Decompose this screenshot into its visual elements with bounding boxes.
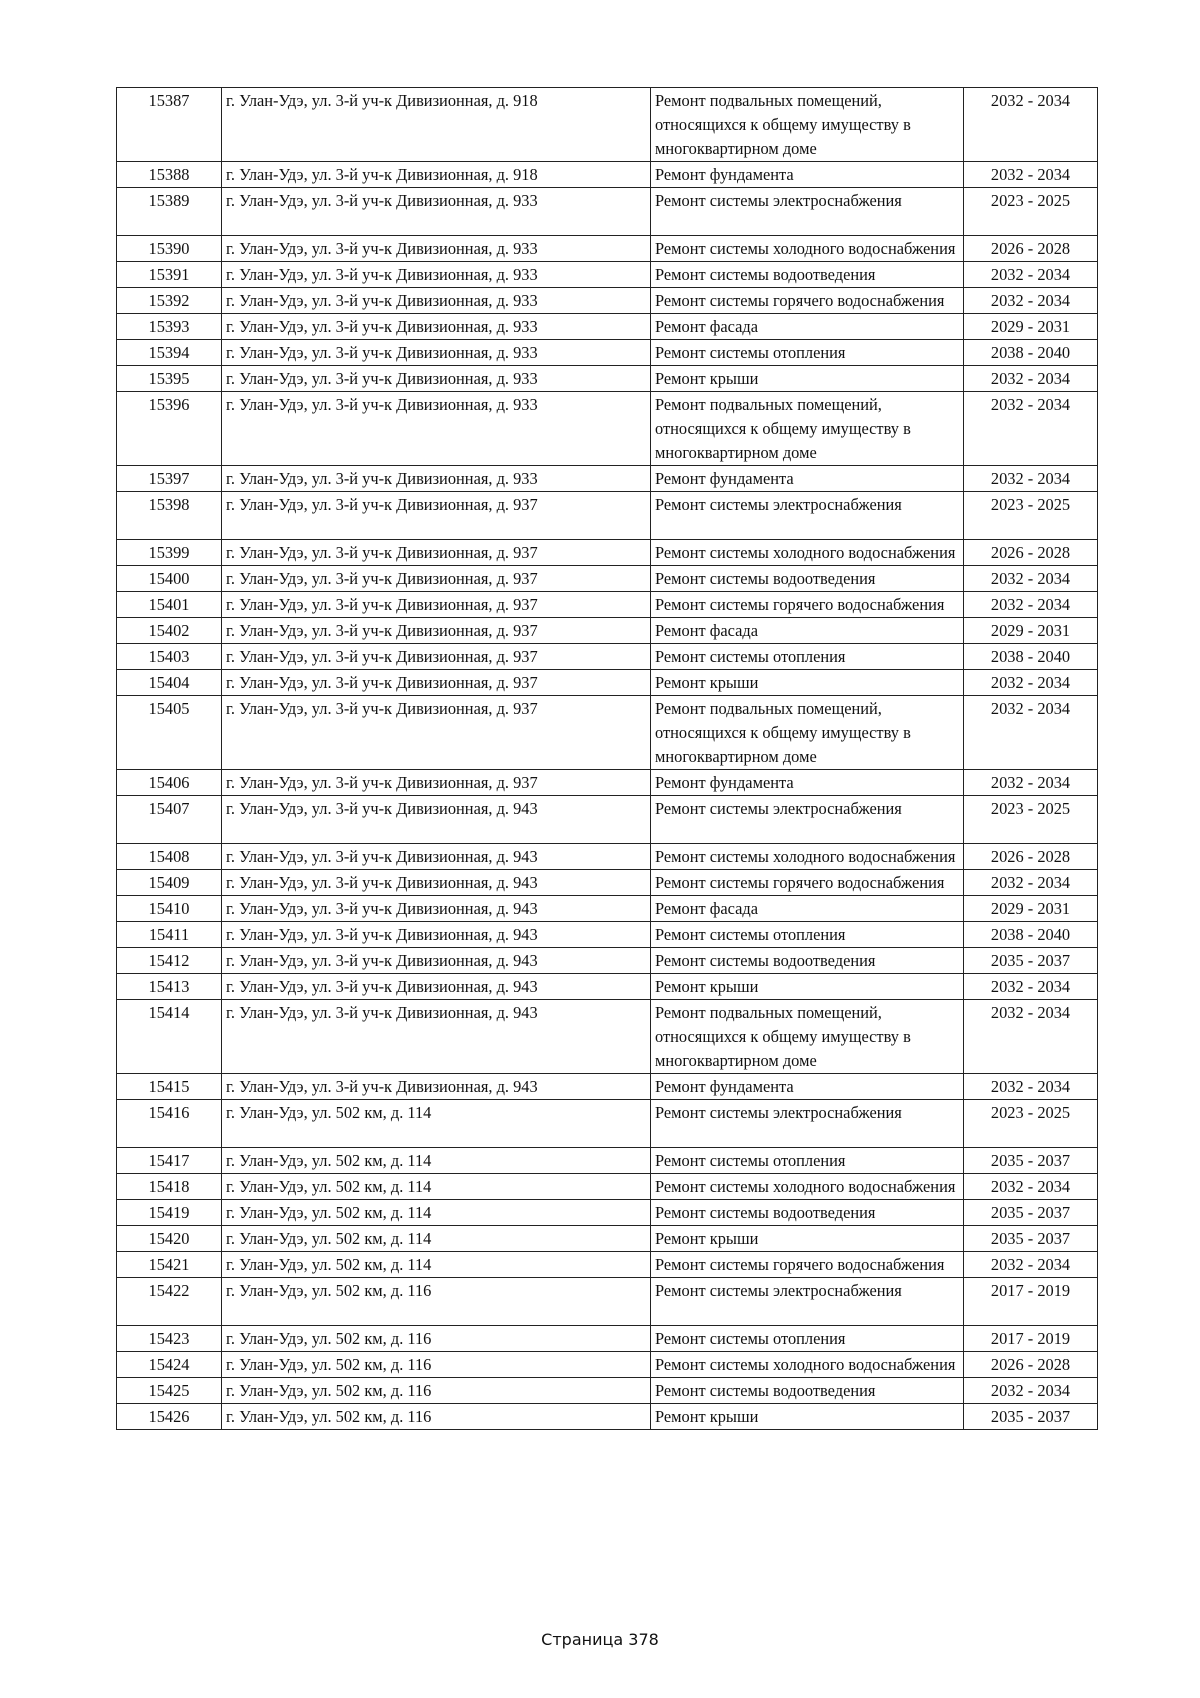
row-number: 15410	[117, 896, 222, 922]
table-row	[117, 1148, 1098, 1174]
work-type-cell: Ремонт системы холодного водоснабжения	[651, 1352, 964, 1378]
address-cell: г. Улан-Удэ, ул. 502 км, д. 116	[222, 1378, 651, 1404]
address-cell: г. Улан-Удэ, ул. 3-й уч-к Дивизионная, д. 937	[222, 670, 651, 696]
row-number: 15408	[117, 844, 222, 870]
period-cell: 2035 - 2037	[964, 1200, 1098, 1226]
row-number: 15398	[117, 492, 222, 540]
work-type-cell: Ремонт фундамента	[651, 770, 964, 796]
period-cell: 2032 - 2034	[964, 1074, 1098, 1100]
table-row	[117, 492, 1098, 540]
work-type-cell: Ремонт подвальных помещений, относящихся к общему имуществу в многоквартирном доме	[651, 696, 964, 770]
table-row	[117, 1000, 1098, 1074]
work-type-cell: Ремонт системы водоотведения	[651, 566, 964, 592]
row-number: 15424	[117, 1352, 222, 1378]
table-row	[117, 366, 1098, 392]
work-type-cell: Ремонт системы отопления	[651, 644, 964, 670]
table-row	[117, 188, 1098, 236]
period-cell: 2017 - 2019	[964, 1278, 1098, 1326]
address-cell: г. Улан-Удэ, ул. 3-й уч-к Дивизионная, д. 937	[222, 492, 651, 540]
work-type-cell: Ремонт фасада	[651, 314, 964, 340]
work-type-cell: Ремонт системы холодного водоснабжения	[651, 236, 964, 262]
row-number: 15400	[117, 566, 222, 592]
work-type-cell: Ремонт системы водоотведения	[651, 1378, 964, 1404]
table-row	[117, 1174, 1098, 1200]
period-cell: 2029 - 2031	[964, 896, 1098, 922]
work-type-cell: Ремонт системы горячего водоснабжения	[651, 592, 964, 618]
address-cell: г. Улан-Удэ, ул. 3-й уч-к Дивизионная, д. 933	[222, 314, 651, 340]
table-row	[117, 974, 1098, 1000]
work-type-cell: Ремонт фундамента	[651, 162, 964, 188]
table-row	[117, 1352, 1098, 1378]
row-number: 15392	[117, 288, 222, 314]
address-cell: г. Улан-Удэ, ул. 3-й уч-к Дивизионная, д. 933	[222, 236, 651, 262]
address-cell: г. Улан-Удэ, ул. 3-й уч-к Дивизионная, д. 933	[222, 288, 651, 314]
address-cell: г. Улан-Удэ, ул. 3-й уч-к Дивизионная, д. 937	[222, 592, 651, 618]
period-cell: 2032 - 2034	[964, 88, 1098, 162]
period-cell: 2032 - 2034	[964, 1378, 1098, 1404]
table-row	[117, 1326, 1098, 1352]
work-type-cell: Ремонт крыши	[651, 366, 964, 392]
address-cell: г. Улан-Удэ, ул. 3-й уч-к Дивизионная, д. 918	[222, 162, 651, 188]
row-number: 15419	[117, 1200, 222, 1226]
address-cell: г. Улан-Удэ, ул. 3-й уч-к Дивизионная, д. 943	[222, 870, 651, 896]
row-number: 15411	[117, 922, 222, 948]
address-cell: г. Улан-Удэ, ул. 3-й уч-к Дивизионная, д. 933	[222, 262, 651, 288]
work-type-cell: Ремонт системы холодного водоснабжения	[651, 844, 964, 870]
address-cell: г. Улан-Удэ, ул. 3-й уч-к Дивизионная, д. 937	[222, 696, 651, 770]
work-type-cell: Ремонт системы электроснабжения	[651, 1278, 964, 1326]
address-cell: г. Улан-Удэ, ул. 3-й уч-к Дивизионная, д. 943	[222, 896, 651, 922]
work-type-cell: Ремонт системы отопления	[651, 1326, 964, 1352]
table-row	[117, 340, 1098, 366]
row-number: 15393	[117, 314, 222, 340]
work-type-cell: Ремонт системы холодного водоснабжения	[651, 1174, 964, 1200]
period-cell: 2038 - 2040	[964, 922, 1098, 948]
table-row	[117, 1404, 1098, 1430]
table-row	[117, 162, 1098, 188]
table-row	[117, 796, 1098, 844]
row-number: 15402	[117, 618, 222, 644]
work-type-cell: Ремонт крыши	[651, 974, 964, 1000]
row-number: 15421	[117, 1252, 222, 1278]
row-number: 15423	[117, 1326, 222, 1352]
row-number: 15409	[117, 870, 222, 896]
work-type-cell: Ремонт системы водоотведения	[651, 1200, 964, 1226]
table-body	[117, 88, 1098, 1430]
period-cell: 2032 - 2034	[964, 366, 1098, 392]
work-type-cell: Ремонт системы отопления	[651, 1148, 964, 1174]
period-cell: 2038 - 2040	[964, 340, 1098, 366]
work-type-cell: Ремонт фасада	[651, 896, 964, 922]
address-cell: г. Улан-Удэ, ул. 3-й уч-к Дивизионная, д. 933	[222, 466, 651, 492]
work-type-cell: Ремонт фасада	[651, 618, 964, 644]
address-cell: г. Улан-Удэ, ул. 502 км, д. 116	[222, 1278, 651, 1326]
row-number: 15387	[117, 88, 222, 162]
address-cell: г. Улан-Удэ, ул. 3-й уч-к Дивизионная, д. 943	[222, 922, 651, 948]
address-cell: г. Улан-Удэ, ул. 3-й уч-к Дивизионная, д. 937	[222, 644, 651, 670]
address-cell: г. Улан-Удэ, ул. 502 км, д. 114	[222, 1100, 651, 1148]
period-cell: 2023 - 2025	[964, 1100, 1098, 1148]
row-number: 15396	[117, 392, 222, 466]
period-cell: 2026 - 2028	[964, 540, 1098, 566]
table-row	[117, 1074, 1098, 1100]
work-type-cell: Ремонт подвальных помещений, относящихся к общему имуществу в многоквартирном доме	[651, 88, 964, 162]
address-cell: г. Улан-Удэ, ул. 3-й уч-к Дивизионная, д. 918	[222, 88, 651, 162]
page-number: Страница 378	[541, 1630, 659, 1649]
period-cell: 2035 - 2037	[964, 948, 1098, 974]
address-cell: г. Улан-Удэ, ул. 502 км, д. 116	[222, 1404, 651, 1430]
row-number: 15401	[117, 592, 222, 618]
row-number: 15389	[117, 188, 222, 236]
work-type-cell: Ремонт системы отопления	[651, 922, 964, 948]
capital-repair-table	[116, 87, 1098, 1430]
period-cell: 2032 - 2034	[964, 466, 1098, 492]
period-cell: 2023 - 2025	[964, 796, 1098, 844]
period-cell: 2032 - 2034	[964, 1174, 1098, 1200]
table-row	[117, 948, 1098, 974]
row-number: 15404	[117, 670, 222, 696]
row-number: 15395	[117, 366, 222, 392]
row-number: 15388	[117, 162, 222, 188]
address-cell: г. Улан-Удэ, ул. 3-й уч-к Дивизионная, д. 937	[222, 566, 651, 592]
table-row	[117, 670, 1098, 696]
table-row	[117, 1100, 1098, 1148]
work-type-cell: Ремонт фундамента	[651, 466, 964, 492]
row-number: 15415	[117, 1074, 222, 1100]
row-number: 15390	[117, 236, 222, 262]
table-row	[117, 644, 1098, 670]
work-type-cell: Ремонт подвальных помещений, относящихся к общему имуществу в многоквартирном доме	[651, 1000, 964, 1074]
table-row	[117, 1378, 1098, 1404]
row-number: 15407	[117, 796, 222, 844]
table-row	[117, 392, 1098, 466]
table-row	[117, 88, 1098, 162]
work-type-cell: Ремонт системы горячего водоснабжения	[651, 288, 964, 314]
address-cell: г. Улан-Удэ, ул. 3-й уч-к Дивизионная, д. 943	[222, 796, 651, 844]
address-cell: г. Улан-Удэ, ул. 3-й уч-к Дивизионная, д. 943	[222, 1074, 651, 1100]
row-number: 15414	[117, 1000, 222, 1074]
work-type-cell: Ремонт крыши	[651, 670, 964, 696]
table-row	[117, 896, 1098, 922]
row-number: 15394	[117, 340, 222, 366]
address-cell: г. Улан-Удэ, ул. 502 км, д. 114	[222, 1252, 651, 1278]
table-row	[117, 770, 1098, 796]
period-cell: 2023 - 2025	[964, 492, 1098, 540]
period-cell: 2032 - 2034	[964, 870, 1098, 896]
period-cell: 2035 - 2037	[964, 1148, 1098, 1174]
table-row	[117, 618, 1098, 644]
row-number: 15406	[117, 770, 222, 796]
address-cell: г. Улан-Удэ, ул. 3-й уч-к Дивизионная, д. 943	[222, 844, 651, 870]
work-type-cell: Ремонт системы электроснабжения	[651, 1100, 964, 1148]
address-cell: г. Улан-Удэ, ул. 502 км, д. 114	[222, 1174, 651, 1200]
period-cell: 2032 - 2034	[964, 566, 1098, 592]
work-type-cell: Ремонт системы горячего водоснабжения	[651, 1252, 964, 1278]
table-row	[117, 696, 1098, 770]
work-type-cell: Ремонт системы холодного водоснабжения	[651, 540, 964, 566]
address-cell: г. Улан-Удэ, ул. 502 км, д. 116	[222, 1352, 651, 1378]
period-cell: 2032 - 2034	[964, 162, 1098, 188]
row-number: 15422	[117, 1278, 222, 1326]
work-type-cell: Ремонт крыши	[651, 1226, 964, 1252]
work-type-cell: Ремонт системы электроснабжения	[651, 796, 964, 844]
period-cell: 2038 - 2040	[964, 644, 1098, 670]
period-cell: 2035 - 2037	[964, 1226, 1098, 1252]
address-cell: г. Улан-Удэ, ул. 502 км, д. 114	[222, 1226, 651, 1252]
address-cell: г. Улан-Удэ, ул. 3-й уч-к Дивизионная, д. 943	[222, 974, 651, 1000]
row-number: 15413	[117, 974, 222, 1000]
address-cell: г. Улан-Удэ, ул. 3-й уч-к Дивизионная, д. 937	[222, 770, 651, 796]
table-row	[117, 314, 1098, 340]
address-cell: г. Улан-Удэ, ул. 3-й уч-к Дивизионная, д. 933	[222, 392, 651, 466]
row-number: 15426	[117, 1404, 222, 1430]
table-row	[117, 288, 1098, 314]
period-cell: 2029 - 2031	[964, 314, 1098, 340]
row-number: 15399	[117, 540, 222, 566]
work-type-cell: Ремонт системы водоотведения	[651, 948, 964, 974]
address-cell: г. Улан-Удэ, ул. 3-й уч-к Дивизионная, д. 933	[222, 188, 651, 236]
table-row	[117, 1278, 1098, 1326]
period-cell: 2035 - 2037	[964, 1404, 1098, 1430]
address-cell: г. Улан-Удэ, ул. 3-й уч-к Дивизионная, д. 943	[222, 1000, 651, 1074]
address-cell: г. Улан-Удэ, ул. 3-й уч-к Дивизионная, д. 937	[222, 618, 651, 644]
row-number: 15403	[117, 644, 222, 670]
period-cell: 2032 - 2034	[964, 288, 1098, 314]
work-type-cell: Ремонт системы отопления	[651, 340, 964, 366]
period-cell: 2032 - 2034	[964, 1000, 1098, 1074]
table-row	[117, 262, 1098, 288]
address-cell: г. Улан-Удэ, ул. 502 км, д. 114	[222, 1148, 651, 1174]
row-number: 15391	[117, 262, 222, 288]
row-number: 15418	[117, 1174, 222, 1200]
period-cell: 2017 - 2019	[964, 1326, 1098, 1352]
row-number: 15412	[117, 948, 222, 974]
table-row	[117, 870, 1098, 896]
work-type-cell: Ремонт подвальных помещений, относящихся к общему имуществу в многоквартирном доме	[651, 392, 964, 466]
period-cell: 2032 - 2034	[964, 1252, 1098, 1278]
period-cell: 2032 - 2034	[964, 392, 1098, 466]
table-row	[117, 566, 1098, 592]
table-row	[117, 236, 1098, 262]
row-number: 15417	[117, 1148, 222, 1174]
period-cell: 2023 - 2025	[964, 188, 1098, 236]
address-cell: г. Улан-Удэ, ул. 3-й уч-к Дивизионная, д. 937	[222, 540, 651, 566]
row-number: 15420	[117, 1226, 222, 1252]
address-cell: г. Улан-Удэ, ул. 502 км, д. 114	[222, 1200, 651, 1226]
address-cell: г. Улан-Удэ, ул. 3-й уч-к Дивизионная, д. 933	[222, 366, 651, 392]
work-type-cell: Ремонт крыши	[651, 1404, 964, 1430]
table-row	[117, 1252, 1098, 1278]
table-row	[117, 1200, 1098, 1226]
address-cell: г. Улан-Удэ, ул. 3-й уч-к Дивизионная, д. 943	[222, 948, 651, 974]
period-cell: 2032 - 2034	[964, 696, 1098, 770]
document-page	[116, 87, 1098, 1430]
row-number: 15425	[117, 1378, 222, 1404]
address-cell: г. Улан-Удэ, ул. 502 км, д. 116	[222, 1326, 651, 1352]
table-row	[117, 466, 1098, 492]
work-type-cell: Ремонт системы водоотведения	[651, 262, 964, 288]
period-cell: 2026 - 2028	[964, 1352, 1098, 1378]
table-row	[117, 540, 1098, 566]
work-type-cell: Ремонт системы горячего водоснабжения	[651, 870, 964, 896]
period-cell: 2026 - 2028	[964, 236, 1098, 262]
address-cell: г. Улан-Удэ, ул. 3-й уч-к Дивизионная, д. 933	[222, 340, 651, 366]
period-cell: 2032 - 2034	[964, 770, 1098, 796]
period-cell: 2026 - 2028	[964, 844, 1098, 870]
table-row	[117, 844, 1098, 870]
period-cell: 2032 - 2034	[964, 262, 1098, 288]
period-cell: 2029 - 2031	[964, 618, 1098, 644]
work-type-cell: Ремонт системы электроснабжения	[651, 492, 964, 540]
period-cell: 2032 - 2034	[964, 670, 1098, 696]
table-row	[117, 1226, 1098, 1252]
work-type-cell: Ремонт системы электроснабжения	[651, 188, 964, 236]
row-number: 15405	[117, 696, 222, 770]
row-number: 15416	[117, 1100, 222, 1148]
table-row	[117, 592, 1098, 618]
period-cell: 2032 - 2034	[964, 592, 1098, 618]
table-row	[117, 922, 1098, 948]
work-type-cell: Ремонт фундамента	[651, 1074, 964, 1100]
row-number: 15397	[117, 466, 222, 492]
period-cell: 2032 - 2034	[964, 974, 1098, 1000]
